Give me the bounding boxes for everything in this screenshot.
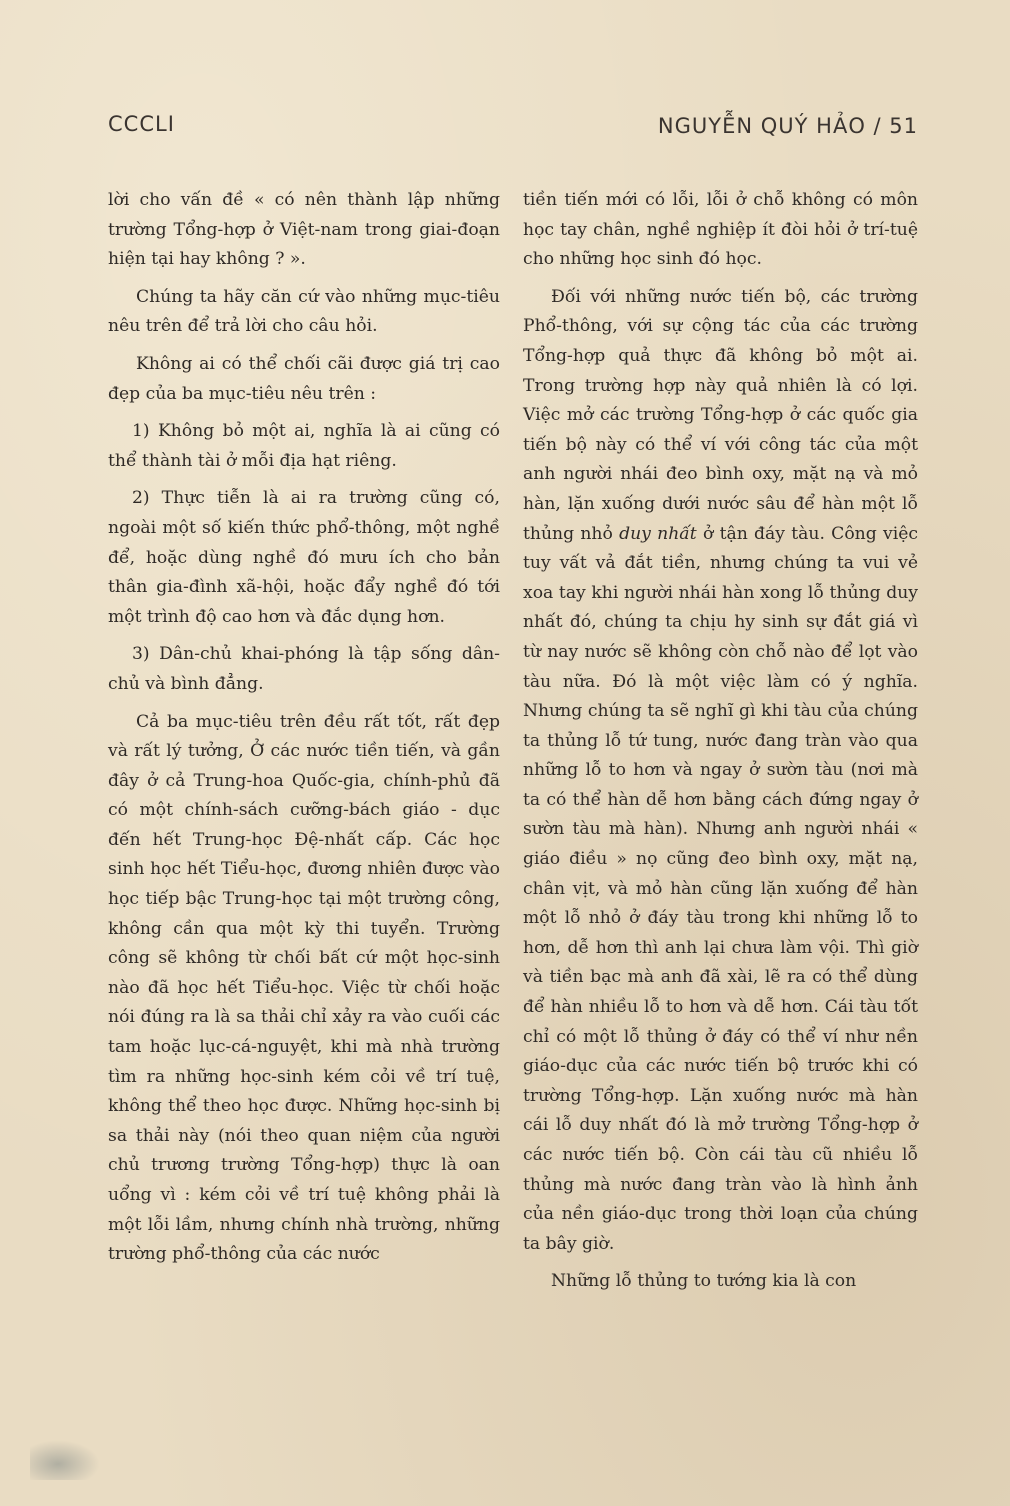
right-text-column [523,186,918,1297]
paragraph: Những lỗ thủng to tướng kia là con [551,1271,857,1292]
list-item: 3) Dân-chủ khai-phóng là tập sống dân-chủ và bình đẳng. [108,644,500,694]
emphasis-text: duy nhất [619,523,697,544]
page-stain [30,1440,100,1480]
paragraph: lời cho vấn đề « có nên thành lập những trường Tổng-hợp ở Việt-nam trong giai-đoạn hiện tại hay không ? ». [108,190,500,270]
paragraph [523,283,918,1260]
page-section-number: CCCLI [108,112,175,136]
left-text-column [108,186,500,1270]
paragraph: Chúng ta hãy căn cứ vào những mục-tiêu nêu trên để trả lời cho câu hỏi. [108,286,500,337]
paragraph-text: Đối với những nước tiến bộ, các trường Phổ-thông, với sự cộng tác của các trường Tổng-hợp quả thực đã không bỏ một ai. Trong trường hợp này quả nhiên là có lợi. Việc mở các trường Tổng-hợp ở các quốc gia tiến bộ này có thể ví với công tác của một anh người nhái đeo bình oxy, mặt nạ và mỏ hàn, lặn xuống dưới nước sâu để hàn một lỗ thủng nhỏ [523,286,918,544]
running-header-author-page: NGUYỄN QUÝ HẢO / 51 [657,114,918,138]
paragraph: Không ai có thể chối cãi được giá trị cao đẹp của ba mục-tiêu nêu trên : [108,353,500,404]
paragraph: tiền tiến mới có lỗi, lỗi ở chỗ không có môn học tay chân, nghề nghiệp ít đòi hỏi ở trí-tuệ cho những học sinh đó học. [523,190,918,270]
paragraph-text: ở tận đáy tàu. Công việc tuy vất vả đắt tiền, nhưng chúng ta vui vẻ xoa tay khi người nhái hàn xong lỗ thủng duy nhất đó, chúng ta chịu hy sinh sự đắt giá vì từ nay nước sẽ không còn chỗ nào để lọt vào tàu nữa. Đó là một việc làm có ý nghĩa. Nhưng chúng ta sẽ nghĩ gì khi tàu của chúng ta thủng lỗ tứ tung, nước đang tràn vào qua những lỗ to hơn và ngay ở sườn tàu (nơi mà ta có thể hàn dễ hơn bằng cách đứng ngay ở sườn tàu mà hàn). Nhưng anh người nhái « giáo điều » nọ cũng đeo bình oxy, mặt nạ, chân vịt, và mỏ hàn cũng lặn xuống để hàn một lỗ nhỏ ở đáy tàu trong khi những lỗ to hơn, dễ hơn thì anh lại chưa làm vội. Thì giờ và tiền bạc mà anh đã xài, lẽ ra có thể dùng để hàn nhiều lỗ to hơn và dễ hơn. Cái tàu tốt chỉ có một lỗ thủng ở đáy có thể ví như nền giáo-dục của các nước tiến bộ trước khi có trường Tổng-hợp. Lặn xuống nước mà hàn cái lỗ duy nhất đó là mở trường Tổng-hợp ở các nước tiến bộ. Còn cái tàu cũ nhiều lỗ thủng mà nước đang tràn vào là hình ảnh của nền giáo-dục trong thời loạn của chúng ta bây giờ. [523,523,918,1254]
paragraph: Cả ba mục-tiêu trên đều rất tốt, rất đẹp và rất lý tưởng, Ở các nước tiền tiến, và gần đây ở cả Trung-hoa Quốc-gia, chính-phủ đã có một chính-sách cưỡng-bách giáo - dục đến hết Trung-học Đệ-nhất cấp. Các học sinh học hết Tiểu-học, đương nhiên được vào học tiếp bậc Trung-học tại một trường công, không cần qua một kỳ thi tuyển. Trường công sẽ không từ chối bất cứ một học-sinh nào đã học hết Tiểu-học. Việc từ chối hoặc nói đúng ra là sa thải chỉ xảy ra vào cuối các tam hoặc lục-cá-nguyệt, khi mà nhà trường tìm ra những học-sinh kém cỏi về trí tuệ, không thể theo học được. Những học-sinh bị sa thải này (nói theo quan niệm của người chủ trương trường Tổng-hợp) thực là oan uổng vì : kém cỏi về trí tuệ không phải là một lỗi lầm, nhưng chính nhà trường, những trường phổ-thông của các nước [108,711,500,1265]
list-item: 2) Thực tiễn là ai ra trường cũng có, ngoài một số kiến thức phổ-thông, một nghề để, hoặc dùng nghề đó mưu ích cho bản thân gia-đình xã-hội, hoặc đẩy nghề đó tới một trình độ cao hơn và đắc dụng hơn. [108,488,500,627]
list-item: 1) Không bỏ một ai, nghĩa là ai cũng có thể thành tài ở mỗi địa hạt riêng. [108,421,500,471]
